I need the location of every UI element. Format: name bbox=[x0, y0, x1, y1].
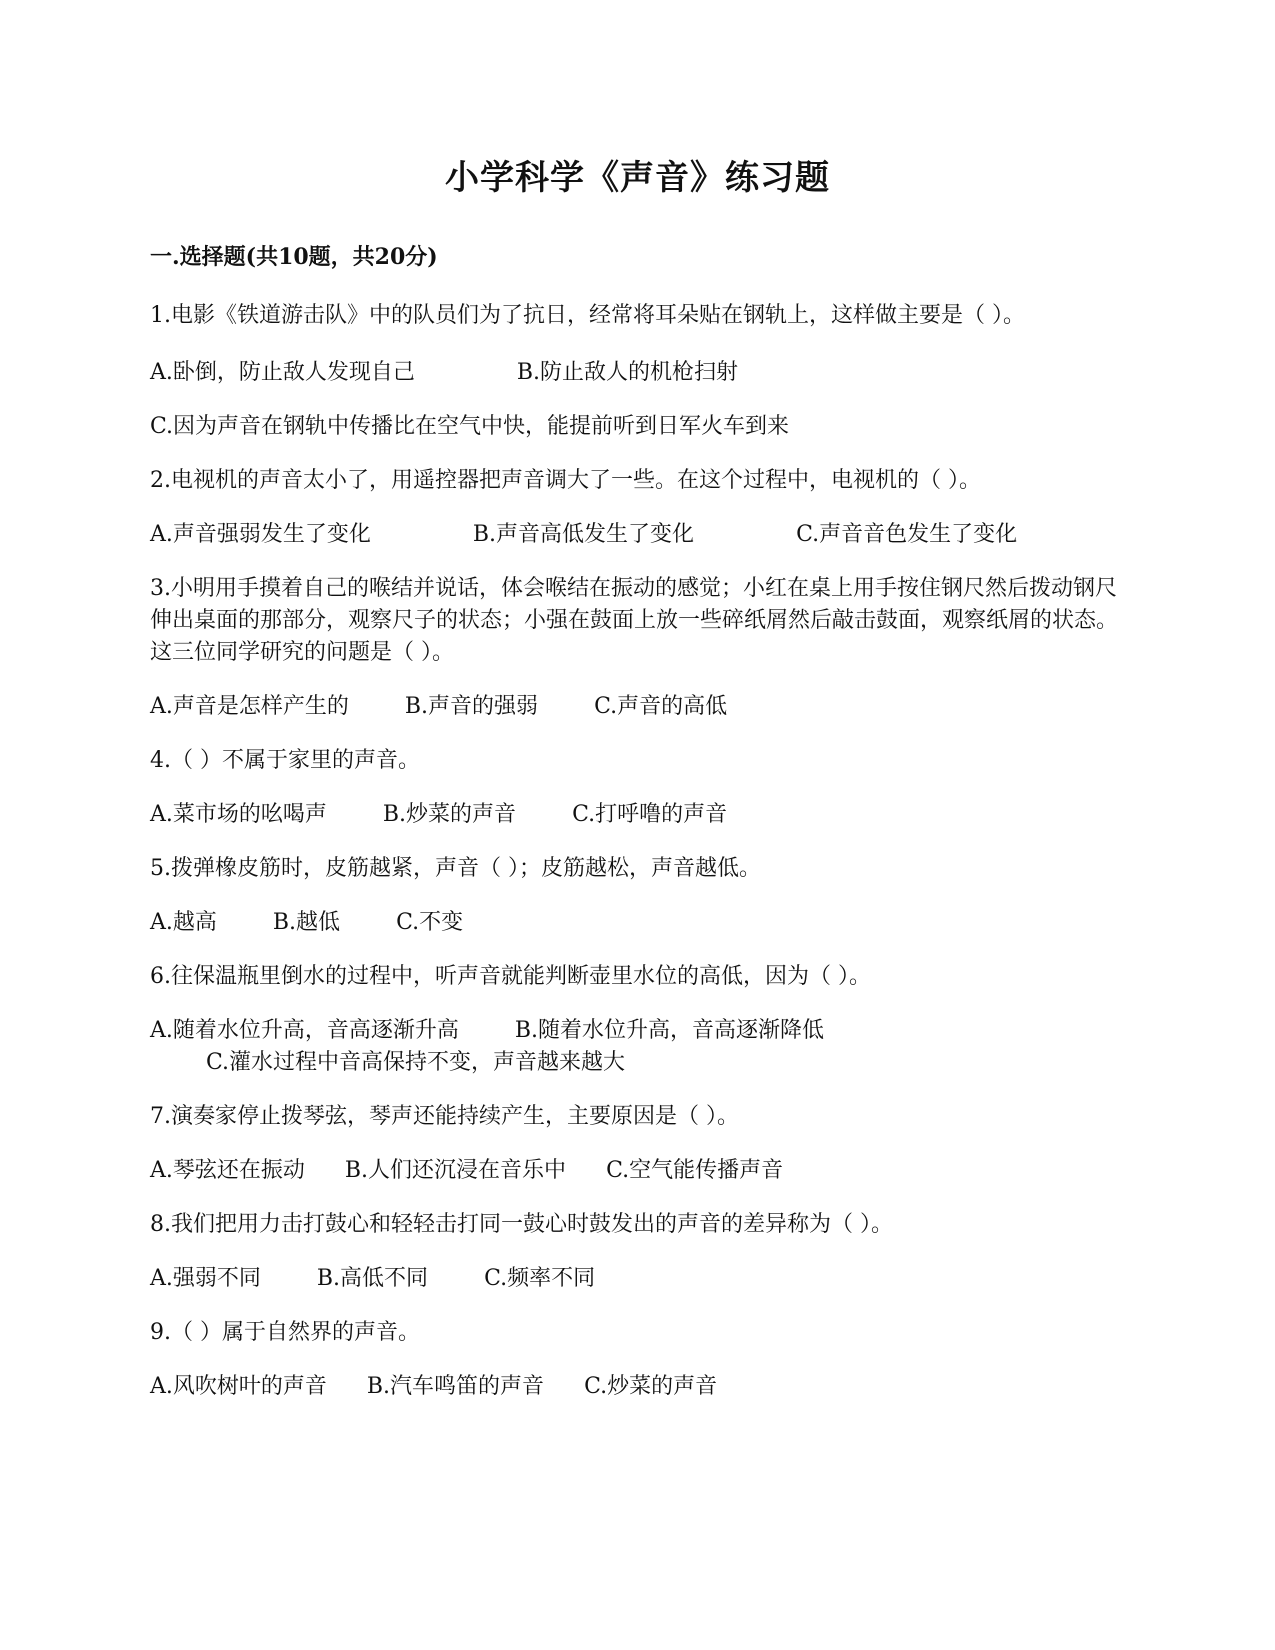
question-2: 2.电视机的声音太小了，用遥控器把声音调大了一些。在这个过程中，电视机的（ ）。 bbox=[150, 468, 981, 493]
option-9b: B.汽车鸣笛的声音 bbox=[366, 1374, 545, 1399]
options-1-c bbox=[150, 411, 1130, 443]
question-4: 4.（ ）不属于家里的声音。 bbox=[150, 748, 420, 773]
option-4c: C.打呼噜的声音 bbox=[572, 802, 728, 827]
options-4 bbox=[150, 799, 1130, 831]
option-6b: B.随着水位升高，音高逐渐降低 bbox=[514, 1018, 825, 1043]
options-7 bbox=[150, 1155, 1130, 1187]
option-4a: A.菜市场的吆喝声 bbox=[150, 802, 327, 827]
option-1c: C.因为声音在钢轨中传播比在空气中快，能提前听到日军火车到来 bbox=[150, 414, 790, 439]
section-heading: 一.选择题(共10题，共20分) bbox=[150, 244, 438, 270]
option-9c: C.炒菜的声音 bbox=[584, 1374, 718, 1399]
option-1a: A.卧倒，防止敌人发现自己 bbox=[150, 360, 415, 385]
option-5b: B.越低 bbox=[272, 910, 341, 935]
question-9: 9.（ ）属于自然界的声音。 bbox=[150, 1320, 420, 1345]
option-2c: C.声音音色发生了变化 bbox=[796, 522, 1018, 547]
question-list bbox=[150, 300, 1130, 1425]
option-8b: B.高低不同 bbox=[316, 1266, 429, 1291]
option-3a: A.声音是怎样产生的 bbox=[150, 694, 349, 719]
options-1 bbox=[150, 357, 1130, 389]
question-6: 6.往保温瓶里倒水的过程中，听声音就能判断壶里水位的高低，因为（ ）。 bbox=[150, 964, 871, 989]
option-6c: C.灌水过程中音高保持不变，声音越来越大 bbox=[206, 1050, 626, 1075]
options-3 bbox=[150, 691, 1130, 723]
question-7: 7.演奏家停止拨琴弦，琴声还能持续产生，主要原因是（ ）。 bbox=[150, 1104, 739, 1129]
option-7b: B.人们还沉浸在音乐中 bbox=[344, 1158, 567, 1183]
option-7c: C.空气能传播声音 bbox=[606, 1158, 784, 1183]
option-2a: A.声音强弱发生了变化 bbox=[150, 522, 371, 547]
options-9 bbox=[150, 1371, 1130, 1403]
option-5a: A.越高 bbox=[150, 910, 217, 935]
option-3c: C.声音的高低 bbox=[594, 694, 728, 719]
page-title: 小学科学《声音》练习题 bbox=[445, 158, 830, 198]
option-7a: A.琴弦还在振动 bbox=[150, 1158, 305, 1183]
option-2b: B.声音高低发生了变化 bbox=[472, 522, 695, 547]
option-3b: B.声音的强弱 bbox=[404, 694, 539, 719]
options-5 bbox=[150, 907, 1130, 939]
options-6 bbox=[150, 1015, 1130, 1079]
options-2 bbox=[150, 519, 1130, 551]
option-9a: A.风吹树叶的声音 bbox=[150, 1374, 327, 1399]
option-8c: C.频率不同 bbox=[484, 1266, 596, 1291]
option-4b: B.炒菜的声音 bbox=[382, 802, 517, 827]
option-6a: A.随着水位升高，音高逐渐升高 bbox=[150, 1018, 459, 1043]
option-5c: C.不变 bbox=[396, 910, 464, 935]
option-8a: A.强弱不同 bbox=[150, 1266, 261, 1291]
question-1: 1.电影《铁道游击队》中的队员们为了抗日，经常将耳朵贴在钢轨上，这样做主要是（ ）。 bbox=[150, 303, 1025, 328]
question-3: 3.小明用手摸着自己的喉结并说话，体会喉结在振动的感觉；小红在桌上用手按住钢尺然后拨动钢尺伸出桌面的那部分，观察尺子的状态；小强在鼓面上放一些碎纸屑然后敲击鼓面，观察纸屑的状态。这三位同学研究的问题是（ ）。 bbox=[150, 576, 1119, 665]
question-8: 8.我们把用力击打鼓心和轻轻击打同一鼓心时鼓发出的声音的差异称为（ ）。 bbox=[150, 1212, 893, 1237]
options-8 bbox=[150, 1263, 1130, 1295]
option-1b: B.防止敌人的机枪扫射 bbox=[516, 360, 739, 385]
question-5: 5.拨弹橡皮筋时，皮筋越紧，声音（ ）；皮筋越松，声音越低。 bbox=[150, 856, 761, 881]
